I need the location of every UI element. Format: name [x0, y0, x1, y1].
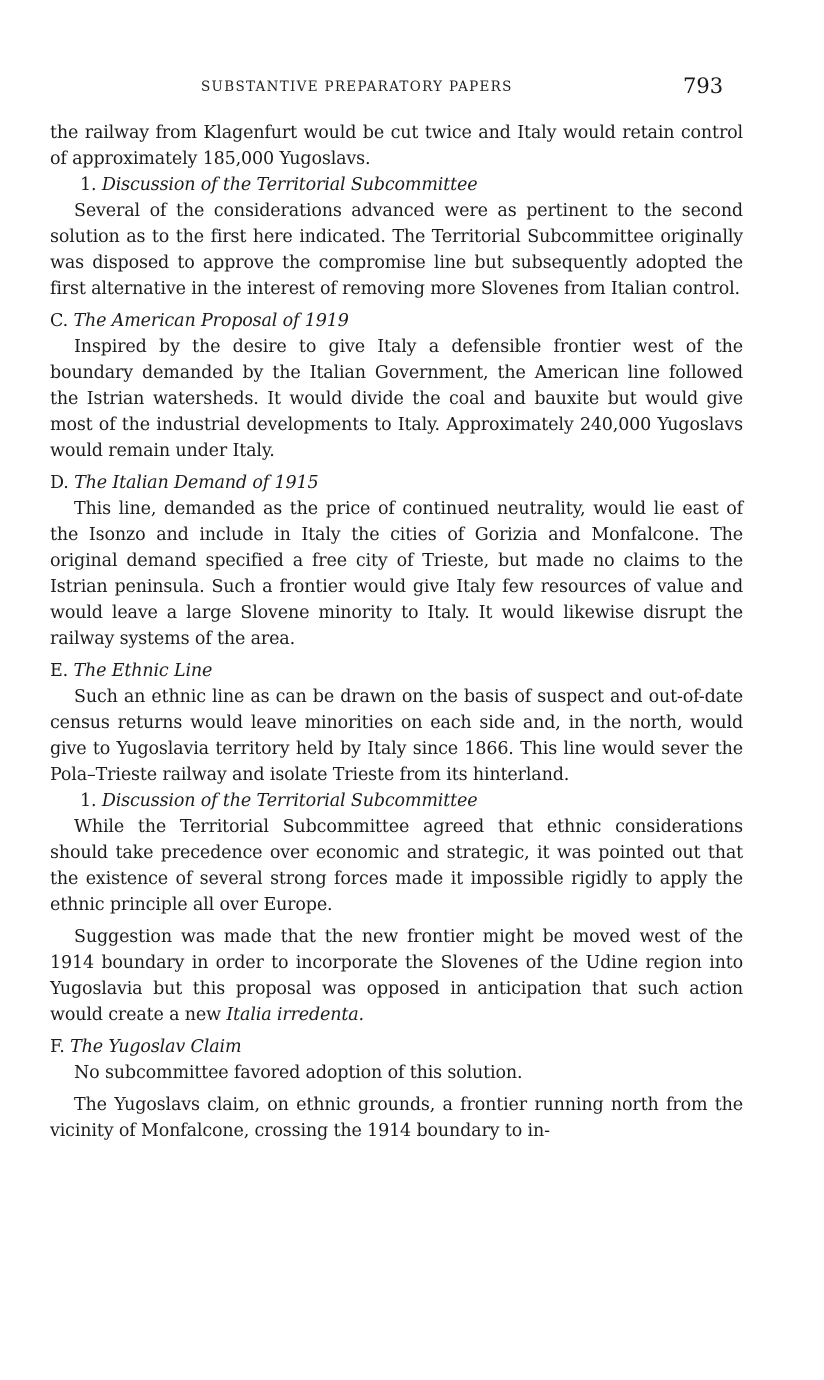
section-heading-d: [50, 470, 743, 496]
heading-letter: F.: [50, 1037, 65, 1057]
paragraph-ethnic-line: Such an ethnic line as can be drawn on the basis of suspect and out-of-date census returns would leave minorities on each side and, in the north, would give to Yugoslavia territory held by Italy since 1866. This line would sever the Pola–Trieste railway and isolate Trieste from its hinterland.: [50, 687, 743, 785]
heading-number: 1.: [80, 175, 97, 195]
heading-title: The Ethnic Line: [73, 661, 213, 681]
paragraph-yugoslav-claim: The Yugoslavs claim, on ethnic grounds, a frontier running north from the vicinity of Monfalcone, crossing the 1914 boundary to in-: [50, 1095, 743, 1141]
subsection-heading-discussion: [50, 788, 743, 814]
paragraph-suggestion: [50, 924, 743, 1028]
heading-letter: C.: [50, 311, 69, 331]
heading-title: Discussion of the Territorial Subcommittee: [101, 175, 478, 195]
paragraph-discussion: Several of the considerations advanced were as pertinent to the second solution as to the first here indicated. The Territorial Subcommittee originally was disposed to approve the compromise line but subsequently adopted the first alternative in the interest of removing more Slovenes from Italian control.: [50, 201, 743, 299]
paragraph-no-subcommittee: No subcommittee favored adoption of this solution.: [74, 1063, 523, 1083]
section-heading-e: [50, 658, 743, 684]
paragraph-continuation: the railway from Klagenfurt would be cut twice and Italy would retain control of approximately 185,000 Yugoslavs.: [50, 123, 743, 169]
heading-letter: D.: [50, 473, 69, 493]
subsection-heading-discussion: [50, 172, 743, 198]
heading-title: The Yugoslav Claim: [70, 1037, 242, 1057]
paragraph-italian-demand: This line, demanded as the price of continued neutrality, would lie east of the Isonzo and include in Italy the cities of Gorizia and Monfalcone. The original demand specified a free city of Trieste, but made no claims to the Istrian peninsula. Such a frontier would give Italy few resources of value and would leave a large Slovene minority to Italy. It would likewise disrupt the railway systems of the area.: [50, 499, 743, 649]
italic-phrase: Italia irredenta.: [226, 1005, 364, 1025]
heading-number: 1.: [80, 791, 97, 811]
section-heading-c: [50, 308, 743, 334]
heading-title: Discussion of the Territorial Subcommittee: [101, 791, 478, 811]
body-text: [50, 120, 743, 1144]
paragraph-text: Suggestion was made that the new frontier might be moved west of the 1914 boundary in order to incorporate the Slovenes of the Udine region into Yugoslavia but this proposal was opposed in anticipation that such action would create a new: [50, 927, 743, 1025]
paragraph-american-proposal: Inspired by the desire to give Italy a defensible frontier west of the boundary demanded by the Italian Government, the American line followed the Istrian watersheds. It would divide the coal and bauxite but would give most of the industrial developments to Italy. Approximately 240,000 Yugoslavs would remain under Italy.: [50, 337, 743, 461]
heading-title: The American Proposal of 1919: [73, 311, 349, 331]
running-head: SUBSTANTIVE PREPARATORY PAPERS: [201, 79, 513, 95]
paragraph-discussion-ethnic: While the Territorial Subcommittee agreed that ethnic considerations should take precedence over economic and strategic, it was pointed out that the existence of several strong forces made it impossible rigidly to apply the ethnic principle all over Europe.: [50, 817, 743, 915]
heading-title: The Italian Demand of 1915: [74, 473, 319, 493]
heading-letter: E.: [50, 661, 69, 681]
page-number: 793: [683, 74, 724, 98]
page-header: [0, 74, 824, 104]
section-heading-f: [50, 1034, 743, 1060]
